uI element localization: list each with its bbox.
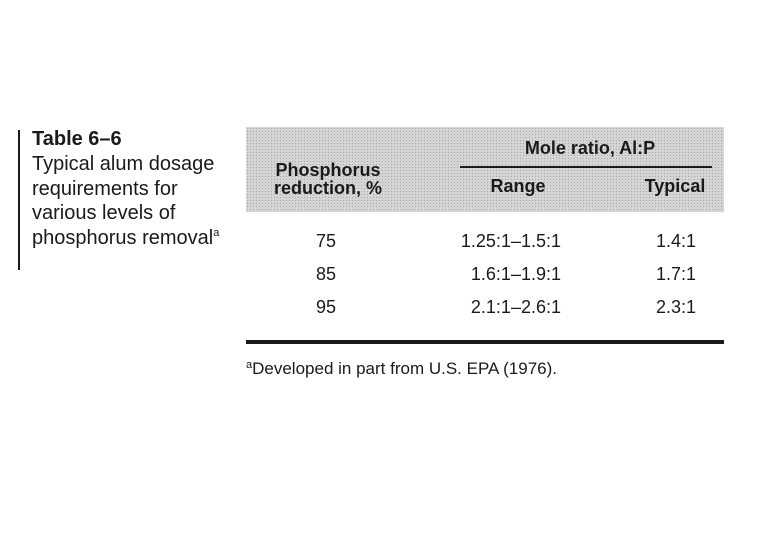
header-phosphorus-line1: Phosphorus	[275, 160, 381, 180]
cell-range: 1.25:1–1.5:1	[460, 231, 561, 251]
caption-line-text: phosphorus removal	[32, 226, 214, 249]
cell-typical: 2.3:1	[655, 297, 696, 317]
cell-typical: 1.7:1	[655, 264, 696, 284]
table-caption	[32, 126, 232, 250]
header-phosphorus-line2: reduction, %	[273, 178, 382, 198]
table-row	[246, 292, 724, 325]
table-body	[246, 226, 724, 325]
cell-typical: 1.4:1	[655, 231, 696, 251]
header-range: Range	[490, 176, 546, 196]
cell-reduction: 85	[315, 264, 337, 284]
footnote-text: Developed in part from U.S. EPA (1976).	[252, 359, 558, 378]
header-group-rule	[460, 166, 712, 168]
caption-line: requirements for	[32, 177, 178, 200]
cell-reduction: 75	[315, 231, 337, 251]
cell-reduction: 95	[315, 297, 337, 317]
table-row	[246, 226, 724, 259]
caption-line: various levels of	[32, 202, 176, 224]
table-bottom-rule	[246, 340, 724, 344]
caption-line-last	[32, 226, 232, 251]
table-footnote	[246, 358, 557, 380]
table-row	[246, 259, 724, 292]
cell-range: 2.1:1–2.6:1	[470, 297, 561, 317]
caption-footnote-mark: a	[213, 226, 220, 239]
header-phosphorus-reduction	[258, 161, 398, 197]
cell-range: 1.6:1–1.9:1	[470, 264, 561, 284]
table-title: Table 6–6	[32, 128, 122, 150]
caption-rule	[18, 130, 20, 270]
footnote-mark: a	[246, 359, 253, 371]
header-mole-ratio: Mole ratio, Al:P	[524, 138, 656, 158]
header-typical: Typical	[644, 176, 706, 196]
caption-line: Typical alum dosage	[32, 153, 215, 175]
